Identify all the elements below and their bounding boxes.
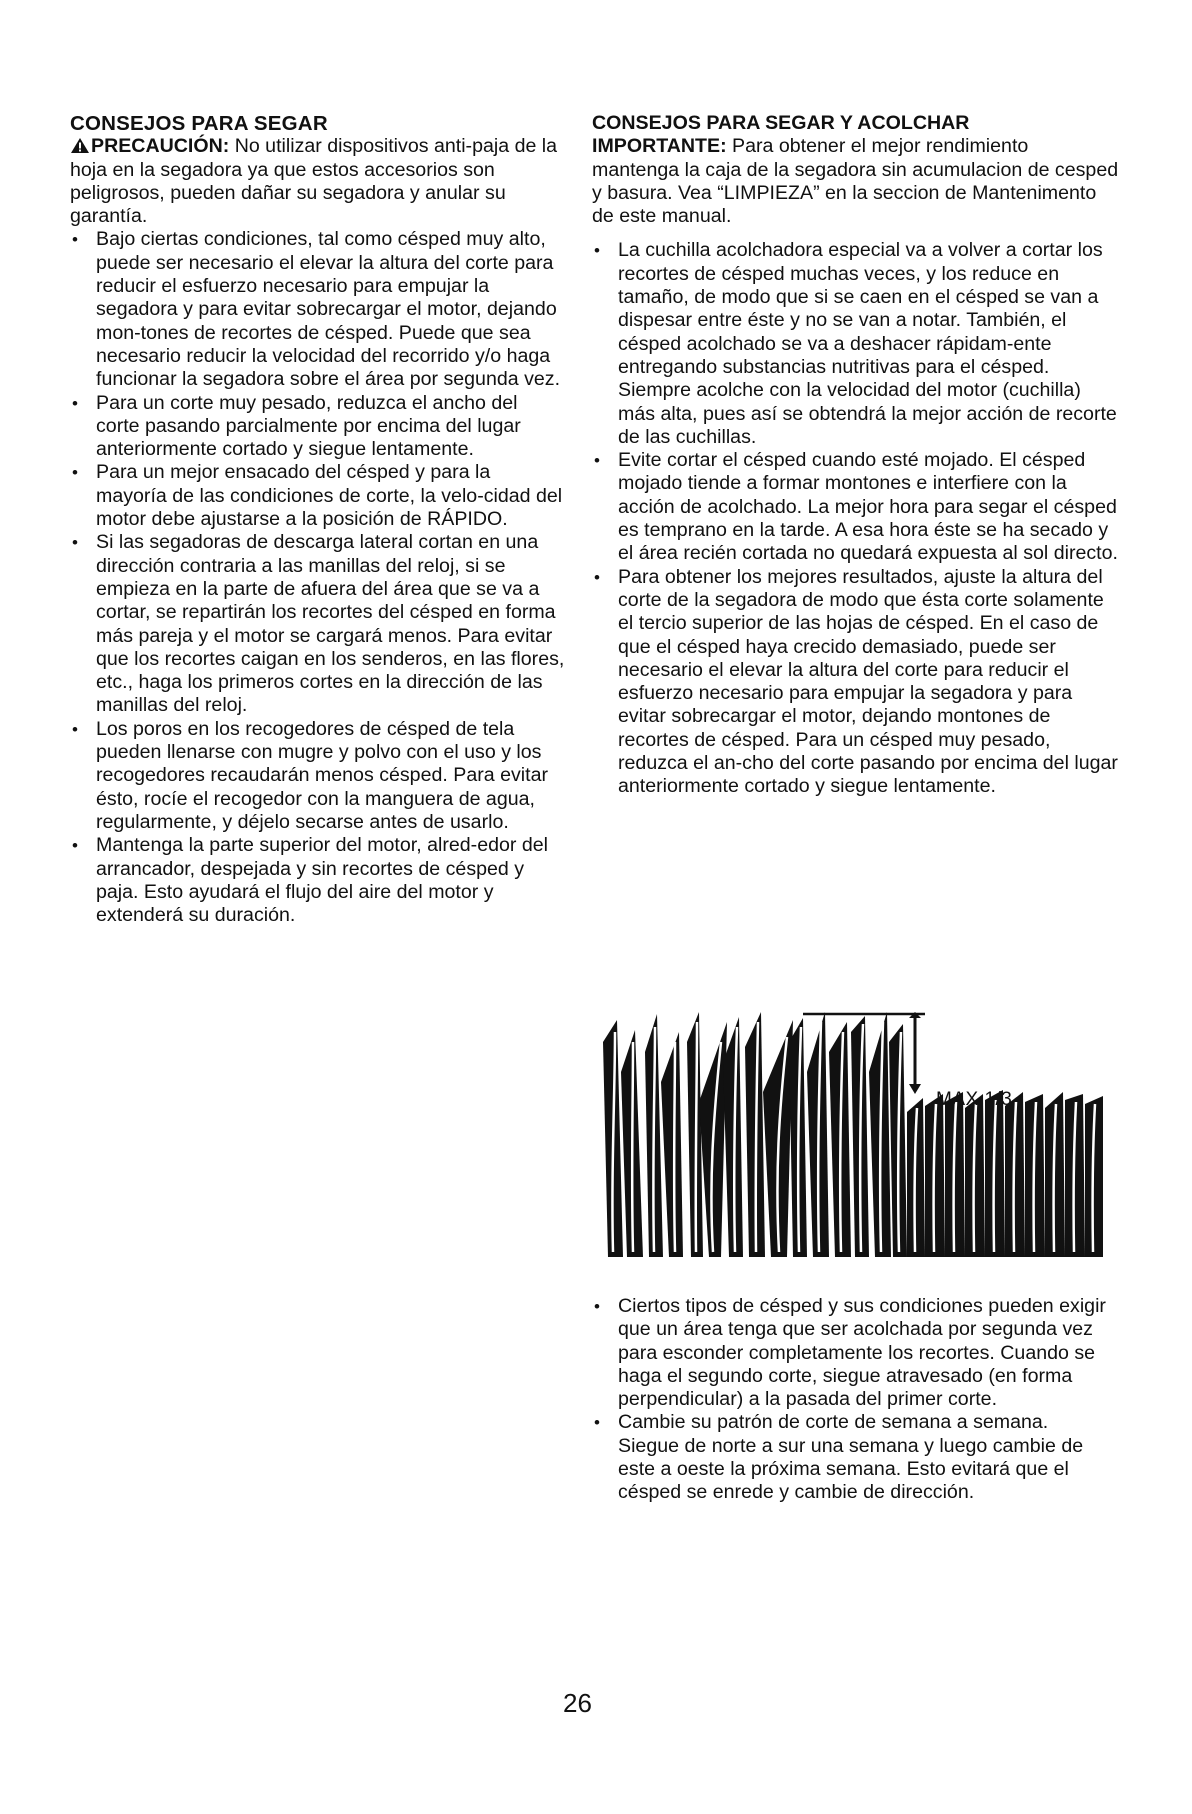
caution-paragraph	[70, 135, 566, 228]
list-item: • Evite cortar el césped cuando esté mojado. El césped mojado tiende a formar montones e interfiere con la acción de acolchado. La mejor hora para segar el césped es temprano en la tarde. A esa hora éste se ha secado y el área recién cortada no quedará expuesta al sol directo.	[592, 449, 1120, 565]
list-item: • Si las segadoras de descarga lateral cortan en una dirección contraria a las manillas del reloj, si se empieza en la parte de afuera del área que se va a cortar, se repartirán los recortes del césped en forma más pareja y el motor se cargará menos. Para evitar que los recortes caigan en los senderos, en las flores, etc., haga los primeros cortes en la dirección de las manillas del reloj.	[70, 531, 566, 717]
mulching-tips-heading: CONSEJOS PARA SEGAR Y ACOLCHAR	[592, 112, 970, 134]
right-column	[592, 112, 1120, 799]
list-item: • Mantenga la parte superior del motor, alred-edor del arrancador, despejada y sin recortes de césped y paja. Esto ayudará el flujo del aire del motor y extenderá su duración.	[70, 834, 566, 927]
max-cut-label: MAX 1/3	[936, 1089, 1013, 1110]
important-label: IMPORTANTE:	[592, 135, 727, 158]
list-item: • Los poros en los recogedores de césped de tela pueden llenarse con mugre y polvo con el uso y los recogedores recaudarán menos césped. Para evitar ésto, rocíe el recogedor con la manguera de agua, regularmente, y déjelo secarse antes de usarlo.	[70, 718, 566, 834]
caution-label: PRECAUCIÓN:	[91, 135, 230, 158]
mulching-tips-list	[592, 239, 1120, 798]
important-text: Para obtener el mejor rendimiento mantenga la caja de la segadora sin acumulacion de cesped y basura. Vea “LIMPIEZA” en la seccion de Mantenimento de este manual.	[592, 135, 1119, 228]
left-column	[70, 112, 566, 927]
caution-text: No utilizar dispositivos anti-paja de la hoja en la segadora ya que estos accesorios son peligrosos, pueden dañar su segadora y anular su garantía.	[70, 135, 558, 228]
list-item: • Bajo ciertas condiciones, tal como césped muy alto, puede ser necesario el elevar la altura del corte para reducir el esfuerzo necesario para empujar la segadora y para evitar sobrecargar el motor, dejando mon-tones de recortes de césped. Puede que sea necesario reducir la velocidad del recorrido y/o haga funcionar la segadora sobre el área por segunda vez.	[70, 228, 566, 391]
grass-height-illustration	[603, 1012, 1103, 1257]
list-item: • Para un mejor ensacado del césped y para la mayoría de las condiciones de corte, la velo-cidad del motor debe ajustarse a la posición de RÁPIDO.	[70, 461, 566, 531]
list-item: • Ciertos tipos de césped y sus condiciones pueden exigir que un área tenga que ser acolchada por segunda vez para esconder completamente los recortes. Cuando se haga el segundo corte, siegue atravesado (en forma perpendicular) a la pasada del primer corte.	[592, 1295, 1112, 1411]
mowing-tips-heading: CONSEJOS PARA SEGAR	[70, 112, 328, 135]
list-item: • Para obtener los mejores resultados, ajuste la altura del corte de la segadora de modo que ésta corte solamente el tercio superior de las hojas de césped. En el caso de que el césped haya crecido demasiado, puede ser necesario el elevar la altura del corte para reducir el esfuerzo necesario para empujar la segadora y para evitar sobrecargar el motor, dejando montones de recortes de césped. Para un césped muy pesado, reduzca el an-cho del corte pasando por encima del lugar anteriormente cortado y siegue lentamente.	[592, 566, 1120, 799]
grass-blades-drawing	[603, 1012, 1103, 1257]
alert-triangle-icon	[70, 137, 90, 154]
list-item: • Para un corte muy pesado, reduzca el ancho del corte pasando parcialmente por encima del lugar anteriormente cortado y siegue lentamente.	[70, 392, 566, 462]
mowing-tips-list	[70, 228, 566, 927]
list-item: • La cuchilla acolchadora especial va a volver a cortar los recortes de césped muchas veces, y los reduce en tamaño, de modo que si se caen en el césped se van a dispesar entre éste y no se van a notar. También, el césped acolchado se va a deshacer rápidam-ente entregando substancias nutritivas para el césped. Siempre acolche con la velocidad del motor (cuchilla) más alta, pues así se obtendrá la mejor acción de recorte de las cuchillas.	[592, 239, 1120, 449]
list-item: • Cambie su patrón de corte de semana a semana. Siegue de norte a sur una semana y luego cambie de este a oeste la próxima semana. Esto evitará que el césped se enrede y cambie de dirección.	[592, 1411, 1112, 1504]
important-paragraph	[592, 135, 1120, 228]
mulching-tips-list-continued	[592, 1295, 1112, 1505]
right-column-continued	[592, 1295, 1112, 1505]
page-number: 26	[563, 1688, 592, 1718]
